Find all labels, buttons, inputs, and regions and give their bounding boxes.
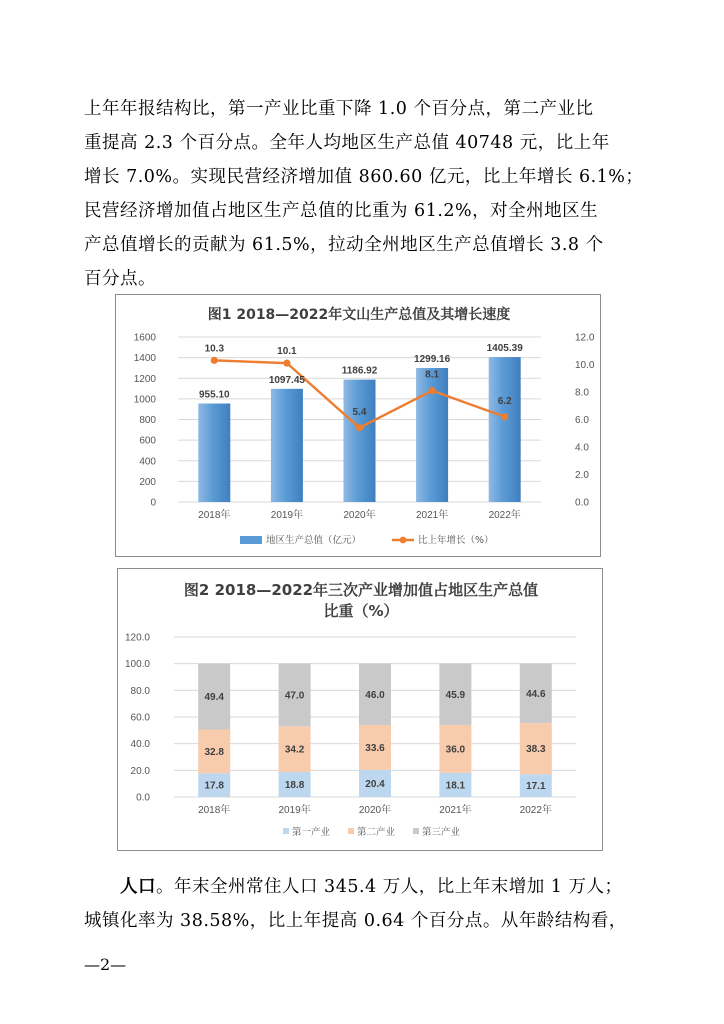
chart-industry-share [117, 568, 603, 851]
x-tick-label: 2019年 [278, 805, 311, 816]
legend-swatch [413, 828, 419, 834]
y-tick-label: 20.0 [130, 765, 150, 777]
line-point [501, 413, 508, 420]
segment-value-label: 17.8 [204, 780, 224, 792]
legend-swatch [283, 828, 289, 834]
legend-label: 第二产业 [357, 827, 396, 838]
x-tick-label: 2019年 [270, 510, 304, 521]
chart-title-line-2: 比重（%） [323, 602, 399, 620]
bar [198, 404, 230, 502]
stacked-bar-series [198, 664, 552, 797]
y-tick-label-right: 0.0 [575, 497, 589, 509]
line-value-label: 6.2 [497, 395, 512, 407]
line-value-label: 5.4 [352, 406, 367, 418]
x-tick-label: 2020年 [343, 510, 376, 521]
bar-value-label: 955.10 [199, 389, 230, 401]
y-tick-label-right: 6.0 [575, 415, 589, 426]
y-tick-label-right: 12.0 [575, 332, 595, 344]
x-tick-label: 2021年 [415, 510, 449, 521]
segment-value-label: 33.6 [365, 742, 385, 754]
segment-value-label: 44.6 [526, 688, 546, 700]
line-point [211, 357, 218, 364]
y-tick-label-left: 1400 [133, 353, 156, 365]
x-tick-label: 2020年 [358, 805, 392, 816]
legend [240, 534, 494, 546]
segment-value-label: 45.9 [445, 689, 466, 701]
line-point [283, 360, 290, 367]
segment-value-label: 47.0 [284, 690, 305, 702]
line-value-label: 10.3 [204, 343, 225, 355]
section-lead: 人口 [120, 877, 156, 897]
y-tick-label-right: 10.0 [575, 360, 595, 371]
y-tick-label-right: 2.0 [575, 470, 589, 481]
y-tick-label-left: 400 [139, 456, 156, 468]
bar [271, 389, 303, 502]
y-tick-label-left: 1200 [133, 373, 156, 385]
chart-gdp-growth-svg [116, 295, 602, 558]
y-tick-label-left: 1600 [133, 332, 156, 344]
y-tick-label: 120.0 [124, 632, 150, 644]
legend [283, 826, 461, 838]
segment-value-label: 18.8 [284, 779, 305, 791]
segment-value-label: 38.3 [526, 744, 546, 756]
text-run: 。年末全州常住人口 345.4 万人，比上年末增加 1 万人； [156, 877, 623, 897]
y-tick-label-left: 0 [150, 497, 156, 509]
y-tick-label: 80.0 [130, 685, 150, 697]
page-number: —2— [84, 955, 127, 974]
bar-value-label: 1186.92 [341, 365, 378, 377]
bar-value-label: 1405.39 [486, 343, 523, 355]
segment-value-label: 32.8 [204, 746, 224, 758]
line-value-label: 10.1 [277, 346, 297, 358]
y-tick-label-left: 600 [139, 435, 156, 447]
x-tick-label: 2018年 [198, 805, 231, 816]
bar [489, 357, 521, 502]
legend-swatch-point [400, 537, 407, 544]
bar-value-label: 1097.45 [268, 374, 305, 386]
y-tick-label: 40.0 [130, 739, 150, 751]
segment-value-label: 18.1 [445, 780, 466, 792]
x-tick-label: 2018年 [198, 510, 231, 521]
text-line: 重提高 2.3 个百分点。全年人均地区生产总值 40748 元，比上年 [84, 133, 610, 153]
legend-label: 地区生产总值（亿元） [266, 535, 362, 546]
y-tick-label: 100.0 [124, 659, 150, 671]
legend-label: 第一产业 [292, 827, 331, 838]
y-tick-label-right: 4.0 [575, 442, 589, 454]
y-tick-label: 0.0 [136, 792, 150, 804]
text-line: 增长 7.0%。实现民营经济增加值 860.60 亿元，比上年增长 6.1%； [84, 167, 644, 187]
legend-swatch [348, 828, 354, 834]
line-point [356, 424, 363, 431]
text-line: 城镇化率为 38.58%，比上年提高 0.64 个百分点。从年龄结构看， [84, 911, 627, 931]
text-line: 民营经济增加值占地区生产总值的比重为 61.2%，对全州地区生 [84, 201, 599, 221]
segment-value-label: 49.4 [204, 692, 224, 704]
segment-value-label: 34.2 [284, 744, 305, 756]
chart-gdp-growth [115, 294, 601, 557]
x-tick-label: 2021年 [439, 805, 472, 816]
chart-title-line-1: 图2 2018—2022年三次产业增加值占地区生产总值 [183, 581, 539, 599]
y-tick-label-left: 200 [139, 476, 156, 488]
axis-ticks [125, 633, 552, 817]
segment-value-label: 36.0 [445, 744, 466, 756]
bar-value-label: 1299.16 [414, 354, 451, 366]
text-line [84, 870, 644, 904]
legend-label: 第三产业 [422, 827, 461, 838]
text-line: 百分点。 [84, 269, 156, 289]
text-line: 产总值增长的贡献为 61.5%，拉动全州地区生产总值增长 3.8 个 [84, 235, 604, 255]
line-point [429, 387, 436, 394]
line-value-label: 8.1 [425, 369, 440, 381]
text-line: 上年年报结构比，第一产业比重下降 1.0 个百分点，第二产业比 [84, 99, 594, 119]
x-tick-label: 2022年 [519, 805, 552, 816]
y-tick-label-right: 8.0 [575, 387, 589, 399]
legend-label: 比上年增长（%） [418, 535, 494, 546]
legend-swatch-bar [240, 536, 262, 544]
segment-value-label: 17.1 [526, 781, 546, 793]
segment-value-label: 20.4 [365, 778, 385, 790]
segment-value-label: 46.0 [365, 689, 385, 701]
y-tick-label-left: 1000 [133, 394, 156, 406]
y-tick-label: 60.0 [130, 712, 150, 724]
x-tick-label: 2022年 [488, 510, 521, 521]
y-tick-label-left: 800 [139, 415, 156, 426]
bar [344, 380, 376, 502]
chart-title: 图1 2018—2022年文山生产总值及其增长速度 [207, 307, 511, 323]
chart-industry-share-svg [118, 569, 604, 852]
